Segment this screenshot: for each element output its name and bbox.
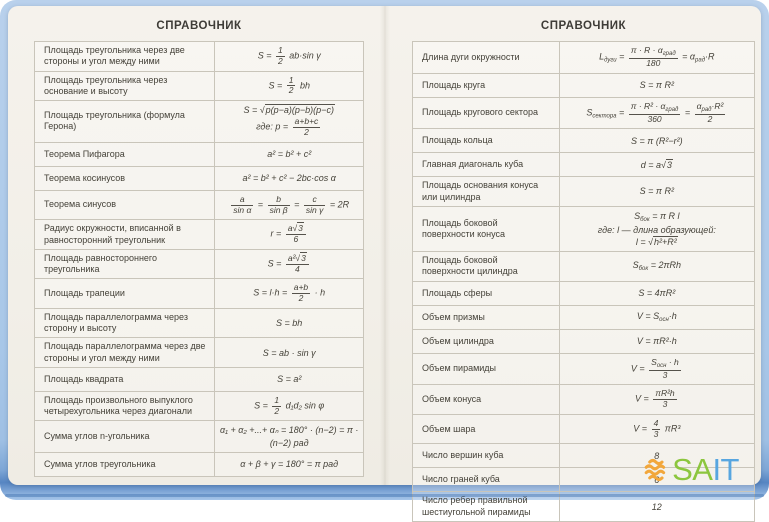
sait-logo	[640, 454, 739, 485]
formula-name: Радиус окружности, вписанной в равносторонний треугольник	[35, 220, 215, 249]
table-row	[413, 354, 754, 386]
formula-name: Площадь кругового сектора	[413, 98, 560, 129]
table-row	[413, 492, 754, 521]
formula-expression: S = $\frac{1}{2}$ ab·sin γ	[257, 45, 321, 66]
formula-expression: $L_{дуги}$ = $\frac{\pi \cdot R \cdot \alpha_{град}}{180}$ = $\alpha_{рад}\cdot R$	[599, 45, 715, 68]
formula-name: Объем конуса	[413, 385, 560, 414]
formula-expression: S = a²	[277, 374, 302, 385]
formula-name: Главная диагональ куба	[413, 153, 560, 176]
formula-name: Площадь кольца	[413, 129, 560, 152]
formula-expression: a² = b² + c²	[267, 149, 312, 160]
formula-expression: $S_{сектора}$ = $\frac{\pi \cdot R^2 \cdot \alpha_{град}}{360}$ = $\frac{\alpha_{рад}\cdot R^2}{2}$	[586, 100, 724, 124]
page-title: СПРАВОЧНИК	[156, 20, 242, 32]
formula-name: Теорема косинусов	[35, 167, 215, 190]
table-row	[35, 72, 363, 102]
table-row	[413, 74, 754, 98]
formula-expression: S = ab · sin γ	[262, 347, 316, 358]
formula-expression: V = $\frac{\text{πR²h}}{3}$	[634, 388, 675, 410]
formula-name: Площадь треугольника через две стороны и угол между ними	[35, 42, 215, 71]
table-row	[35, 421, 363, 452]
table-row	[35, 309, 363, 339]
formula-expression: S = $\frac{1}{2}$ bh	[268, 74, 310, 96]
table-row	[35, 42, 363, 72]
formula-expression: S = π R²	[639, 186, 674, 197]
formula-expression: S = √p(p−a)(p−b)(p−c) где: p = $\frac{a+b+c}{2}$	[243, 105, 334, 137]
formula-expression: d = a√3	[640, 159, 672, 170]
formula-expression: $S_{бок} = 2\pi Rh$	[632, 260, 681, 273]
reference-spread	[8, 6, 761, 517]
table-row	[413, 306, 754, 330]
formula-table-right	[412, 41, 755, 522]
formula-name: Объем цилиндра	[413, 330, 560, 353]
formula-expression: $S_{бок} = \pi$ R l где: l — длина образующей: l = √h²+R²	[597, 210, 716, 248]
table-row	[35, 191, 363, 221]
formula-name: Площадь квадрата	[35, 368, 215, 391]
table-row	[413, 385, 754, 415]
formula-expression: V = $\frac{S_{осн} \cdot h}{3}$	[630, 356, 679, 380]
formula-name: Объем призмы	[413, 306, 560, 329]
formula-name: Теорема синусов	[35, 191, 215, 220]
formula-expression: S = $\frac{1}{2}$ d₁d₂ sin φ	[254, 394, 325, 416]
table-row	[413, 153, 754, 177]
formula-name: Объем шара	[413, 415, 560, 444]
formula-name: Площадь параллелограмма через сторону и высоту	[35, 309, 215, 338]
formula-name: Площадь основания конуса или цилиндра	[413, 177, 560, 206]
formula-name: Площадь произвольного выпуклого четырехугольника через диагонали	[35, 392, 215, 421]
logo-text-sa: SA	[672, 452, 713, 487]
formula-name: Число ребер правильной шестиугольной пирамиды	[413, 492, 560, 521]
table-row	[413, 207, 754, 252]
formula-expression: S = π (R²−r²)	[631, 135, 683, 146]
table-row	[35, 453, 363, 476]
page-title: СПРАВОЧНИК	[540, 20, 627, 32]
formula-expression: 12	[651, 501, 662, 512]
table-row	[413, 98, 754, 130]
table-row	[413, 330, 754, 354]
right-page	[392, 6, 761, 517]
table-row	[35, 167, 363, 191]
table-row	[35, 338, 363, 368]
table-row	[35, 368, 363, 392]
formula-name: Теорема Пифагора	[35, 143, 215, 166]
formula-name: Объем пирамиды	[413, 354, 560, 385]
formula-expression: V = πR²·h	[636, 336, 677, 347]
formula-name: Площадь круга	[413, 74, 560, 97]
formula-name: Площадь треугольника через основание и высоту	[35, 72, 215, 101]
formula-name: Площадь равностороннего треугольника	[35, 250, 215, 279]
table-row	[413, 42, 754, 74]
formula-name: Длина дуги окружности	[413, 42, 560, 73]
table-row	[413, 252, 754, 282]
formula-expression: $\frac{a}{\text{sin α}}$ = $\frac{b}{\text{sin β}}$ = $\frac{c}{\text{sin γ}}$ = 2R	[233, 193, 350, 215]
formula-expression: $V = S_{осн}\cdot h$	[636, 311, 677, 324]
formula-expression: 6	[654, 474, 660, 485]
formula-expression: S = bh	[276, 318, 303, 329]
formula-expression: 8	[654, 450, 660, 461]
formula-name: Сумма углов треугольника	[35, 453, 215, 476]
formula-name: Площадь боковой поверхности конуса	[413, 207, 560, 251]
page-fold	[380, 6, 390, 485]
formula-name: Сумма углов n-угольника	[35, 421, 215, 451]
formula-expression: a² = b² + c² − 2bc·cos α	[242, 173, 336, 184]
formula-name: Площадь боковой поверхности цилиндра	[413, 252, 560, 281]
table-row	[413, 415, 754, 445]
formula-expression: α + β + γ = 180° = π рад	[240, 459, 339, 470]
table-row	[35, 279, 363, 309]
formula-expression: S = π R²	[639, 80, 674, 91]
table-row	[35, 392, 363, 422]
logo-text-it: IT	[712, 452, 739, 487]
formula-name: Число граней куба	[413, 468, 560, 491]
table-row	[35, 101, 363, 143]
formula-expression: S = $\frac{\text{a²√3}}{4}$	[215, 250, 363, 279]
formula-name: Площадь параллелограмма через две стороны и угол между ними	[35, 338, 215, 367]
table-row	[413, 177, 754, 207]
table-row	[35, 220, 363, 250]
left-page	[8, 6, 392, 485]
formula-expression: S = l·h = $\frac{a+b}{2}$ · h	[253, 282, 326, 304]
formula-name: Площадь сферы	[413, 282, 560, 305]
formula-expression: α₁ + α₂ +...+ αₙ = 180° · (n−2) = π · (n−2) рад	[219, 425, 359, 448]
table-row	[413, 129, 754, 153]
formula-expression: r = $\frac{a√3}{6}$	[215, 220, 363, 249]
formula-name: Площадь треугольника (формула Герона)	[35, 101, 215, 142]
waves-icon	[640, 455, 670, 485]
table-row	[35, 250, 363, 280]
formula-expression: S = 4πR²	[638, 288, 676, 299]
table-row	[35, 143, 363, 167]
formula-expression: V = $\frac{4}{3}$ πR³	[633, 417, 681, 439]
formula-name: Площадь трапеции	[35, 279, 215, 308]
table-row	[413, 282, 754, 306]
formula-table-left	[34, 41, 364, 477]
formula-name: Число вершин куба	[413, 444, 560, 467]
